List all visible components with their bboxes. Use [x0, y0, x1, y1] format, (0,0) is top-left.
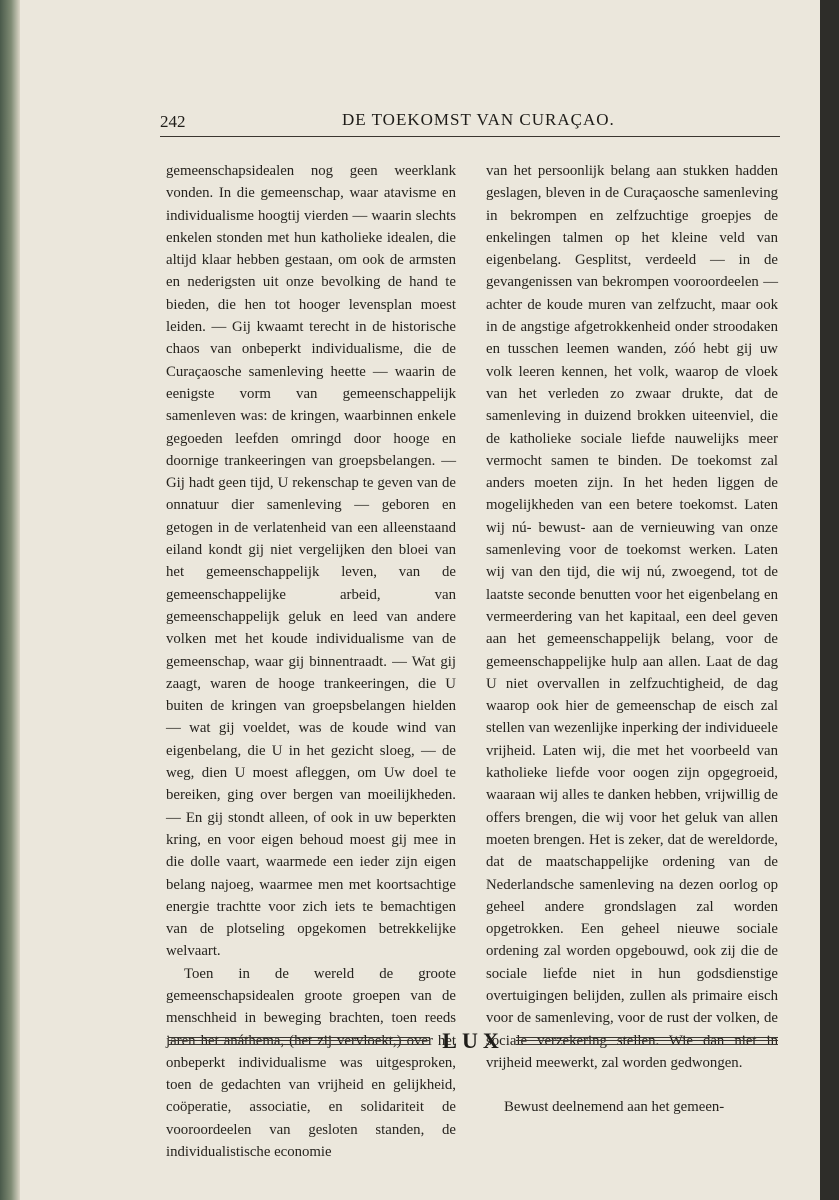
header-rule — [160, 136, 780, 137]
left-paragraph-2: Toen in de wereld de groote gemeenschapsidealen groote groepen van de menschheid in beweging brachten, toen reeds jaren het anáthema, (het zij vervloekt,) over het onbeperkt individualisme was uitgesproken, toen de gedachten van vrijheid en gelijkheid, coöperatie, associatie, en solidariteit de vooroordeelen van gesloten standen, de individualistische economie — [166, 965, 456, 1161]
scan-edge — [820, 0, 839, 1200]
running-title: DE TOEKOMST VAN CURAÇAO. — [342, 110, 615, 129]
footer-rule-right — [516, 1037, 778, 1047]
left-paragraph-1: gemeenschapsidealen nog geen weerklank vonden. In die gemeenschap, waar atavisme en individualisme hoogtij vierden — waarin slechts enkelen stonden met hun katholieke idealen, die altijd klaar hebben gestaan, om ook de armsten en nederigsten uit onze bevolking de hand te bieden, die hen tot hooger levensplan moest leiden. — Gij kwaamt terecht in de historische chaos van onbeperkt individualisme, die de Curaçaosche samenleving heette — waarin de eenigste vorm van gemeenschappelijk samenleven was: de kringen, waarbinnen enkele gegoeden leefden omringd door hooge en doornige trankeeringen van groepsbelangen. — Gij hadt geen tijd, U rekenschap te geven van de onnatuur dier samenleving — geboren en getogen in de verlatenheid van een alleenstaand eiland kondt gij niet vergelijken den bloei van het gemeenschappelijk leven, van de gemeenschappelijke arbeid, van gemeenschappelijk geluk en leed van andere volken met het koude individualisme van de gemeenschap, waar gij binnentraadt. — Wat gij zaagt, waren de hooge trankeeringen, die U buiten de kringen van groepsbelangen hielden — wat gij voeldet, was de koude wind van eigenbelang, die U in het gezicht sloeg, — de weg, dien U moest afleggen, om Uw doel te bereiken, ging over bergen van moeilijkheden. — En gij stondt alleen, of ook in uw beperkten kring, en voor eigen behoud moest gij mee in die dolle vaart, waarmede een ieder zijn eigen belang najoeg, waarmee men met koortsachtige energie trachtte voor zich iets te bemachtigen van de plotseling opgekomen betrekkelijke welvaart. — [166, 163, 456, 960]
right-column — [486, 160, 778, 1118]
footer-rule-left — [168, 1037, 430, 1047]
right-paragraph-1: van het persoonlijk belang aan stukken hadden geslagen, bleven in de Curaçaosche samenleving in bekrompen en zelfzuchtige groepjes de enkelingen talmen op het kleine veld van eigenbelang. Gesplitst, verdeeld — in de gevangenissen van bekrompen vooroordeelen — achter de koude muren van zelfzucht, maar ook in de angstige afgetrokkenheid onder stroodaken en tusschen leemen wanden, zóó hebt gij uw volk leeren kennen, het volk, waarop de vloek van het verleden zo zwaar drukte, dat de samenleving in duizend brokken uiteenviel, die de katholieke sociale liefde nauwelijks meer vermocht samen te binden. De toekomst zal anders moeten zijn. In het heden liggen de mogelijkheden van een betere toekomst. Laten wij nú- bewust- aan de vernieuwing van onze samenleving voor de toekomst werken. Laten wij van den tijd, die wij nú, zwoegend, tot de laatste seconde benutten voor het eigenbelang en vermeerdering van het kapitaal, een deel geven aan het gemeenschappelijk belang, voor de gemeenschappelijke hulp aan allen. Laat de dag U niet overvallen in zelfzuchtigheid, de dag waarop ook hier de gemeenschap de eisch zal stellen van wezenlijke inperking der individueele vrijheid. Laten wij, die met het voorbeeld van katholieke liefde voor oogen zijn opgegroeid, waaraan wij alles te danken hebben, vrijwillig de offers brengen, die wij voor het geluk van allen moeten brengen. Het is zeker, dat de wereldorde, dat de maatschappelijke ordening van de Nederlandsche samenleving na dezen oorlog op geheel andere grondslagen zal worden opgetrokken. Een geheel nieuwe sociale ordening zal worden opgebouwd, ook zij die de sociale liefde niet in hun godsdienstige overtuigingen belijden, zullen als primaire eisch voor de samenleving, voor de rust der volken, de sociale verzekering stellen. Wie dan niet in vrijheid meewerkt, zal worden gedwongen. — [486, 163, 778, 1071]
page-number: 242 — [160, 112, 186, 131]
left-column — [166, 160, 456, 1163]
book-binding — [0, 0, 20, 1200]
right-paragraph-2: Bewust deelnemend aan het gemeen- — [504, 1099, 725, 1116]
paragraph-gap — [486, 1074, 778, 1096]
page-footer — [168, 1028, 778, 1058]
page-header — [160, 110, 780, 144]
footer-logo-lux: LUX — [442, 1028, 504, 1053]
